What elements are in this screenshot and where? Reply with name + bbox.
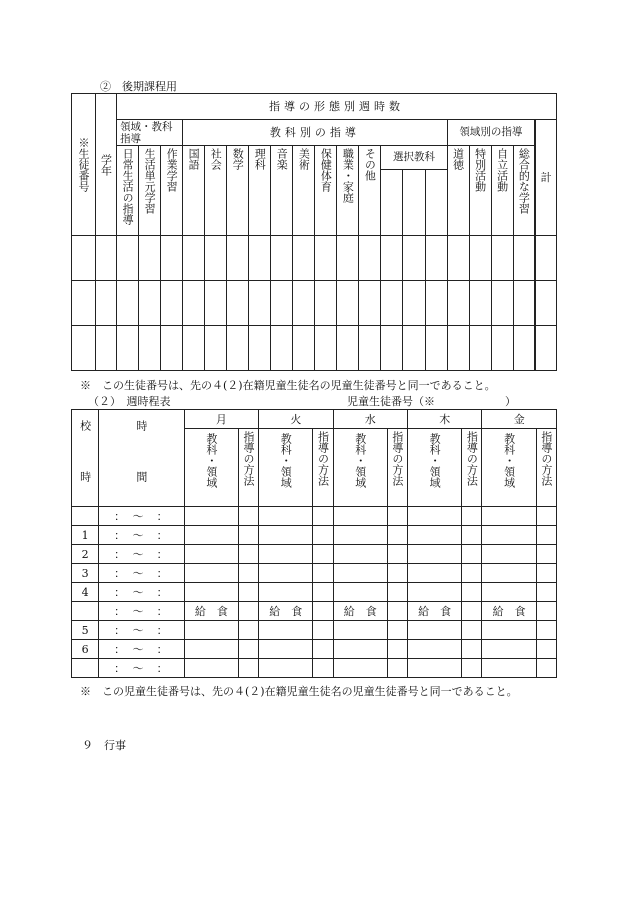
subject-cell [259,621,313,640]
col-integrated: 総合的な学習 [513,146,535,236]
day-mon: 月 [184,410,258,429]
period-row [72,621,557,640]
time-range: ： ～ ： [99,545,185,564]
method-cell [387,583,407,602]
method-cell [462,526,482,545]
method-cell [536,659,556,678]
method-cell [387,602,407,621]
period-row [72,564,557,583]
day-tue: 火 [259,410,333,429]
grade-header: 学年 [96,94,117,236]
school-hour-header: 校時 [72,410,99,507]
period-row [72,526,557,545]
method-cell [536,640,556,659]
period-row [72,545,557,564]
subject-cell [333,545,387,564]
elective-header: 選択教科 [381,146,447,170]
subject-cell [482,583,536,602]
section1-note: ※ この生徒番号は、先の４(２)在籍児童生徒名の児童生徒番号と同一であること。 [80,379,496,392]
subject-cell [259,545,313,564]
period-row [72,659,557,678]
period-number [72,659,99,678]
subject-cell [333,526,387,545]
sub-subject: 教科・領域 [482,429,536,507]
method-cell [536,507,556,526]
method-cell [462,507,482,526]
method-cell [387,659,407,678]
period-row [72,583,557,602]
subject-cell [259,507,313,526]
col-art: 美術 [293,146,315,236]
method-cell [536,602,556,621]
subject-cell [259,640,313,659]
method-cell [313,526,333,545]
subject-cell [184,526,238,545]
subject-cell: 給 食 [259,602,313,621]
col-music: 音楽 [271,146,293,236]
method-cell [239,659,259,678]
method-cell [313,545,333,564]
method-cell [239,545,259,564]
section2-heading: （２） 週時程表 [88,395,171,408]
col-math: 数学 [227,146,249,236]
lunch-row [72,602,557,621]
method-cell [387,507,407,526]
header-title: 指導の形態別週時数 [117,94,557,120]
subject-cell [407,621,461,640]
method-cell [462,602,482,621]
subject-cell [184,640,238,659]
method-cell [313,602,333,621]
col-daily-life: 日常生活の指導 [117,146,139,236]
time-range: ： ～ ： [99,564,185,583]
method-cell [313,507,333,526]
col-vocation: 職業・家庭 [337,146,359,236]
method-cell [239,564,259,583]
elective-3 [425,170,447,236]
day-wed: 水 [333,410,407,429]
subject-cell [482,621,536,640]
method-cell [536,545,556,564]
subject-cell [333,659,387,678]
subject-cell [333,640,387,659]
col-life-unit: 生活単元学習 [139,146,161,236]
subject-cell [184,564,238,583]
subject-cell [407,526,461,545]
sub-subject: 教科・領域 [333,429,387,507]
subject-cell [259,526,313,545]
subject-cell: 給 食 [333,602,387,621]
col-science: 理科 [249,146,271,236]
period-number: 4 [72,583,99,602]
method-cell [536,526,556,545]
period-number [72,602,99,621]
col-special: 特別活動 [469,146,491,236]
method-cell [387,621,407,640]
period-row [72,507,557,526]
section2-note: ※ この児童生徒番号は、先の４(２)在籍児童生徒名の児童生徒番号と同一であること。 [80,685,518,698]
period-number [72,507,99,526]
method-cell [313,564,333,583]
method-cell [313,621,333,640]
subject-cell [259,659,313,678]
period-number: 1 [72,526,99,545]
col-work: 作業学習 [161,146,183,236]
method-cell [387,545,407,564]
subject-cell [333,507,387,526]
time-header: 時間 [99,410,185,507]
day-fri: 金 [482,410,557,429]
data-row [72,281,557,326]
col-other: その他 [359,146,381,236]
method-cell [239,507,259,526]
time-range: ： ～ ： [99,583,185,602]
method-cell [462,621,482,640]
sub-subject: 教科・領域 [259,429,313,507]
method-cell [313,640,333,659]
subject-cell [333,621,387,640]
period-number: 3 [72,564,99,583]
sub-method: 指導の方法 [313,429,333,507]
sub-method: 指導の方法 [462,429,482,507]
method-cell [313,659,333,678]
subject-cell [407,583,461,602]
method-cell [462,545,482,564]
weekly-hours-table [71,93,557,371]
subject-cell [407,640,461,659]
method-cell [462,583,482,602]
section3-heading: ９ 行事 [82,739,126,752]
method-cell [239,602,259,621]
method-cell [536,564,556,583]
subject-cell [259,564,313,583]
elective-2 [403,170,425,236]
period-number: 5 [72,621,99,640]
subject-cell [184,583,238,602]
sub-subject: 教科・領域 [407,429,461,507]
method-cell [387,640,407,659]
subject-cell [184,545,238,564]
period-row [72,640,557,659]
weekly-schedule-table [71,409,557,678]
time-range: ： ～ ： [99,640,185,659]
method-cell [462,640,482,659]
method-cell [536,621,556,640]
subject-cell [407,564,461,583]
data-row [72,236,557,281]
sub-method: 指導の方法 [536,429,556,507]
subject-cell: 給 食 [407,602,461,621]
method-cell [239,526,259,545]
subject-cell [184,507,238,526]
subject-cell [184,621,238,640]
total-header: 計 [535,120,556,236]
col-japanese: 国語 [183,146,205,236]
subject-cell [259,583,313,602]
method-cell [462,659,482,678]
time-range: ： ～ ： [99,507,185,526]
period-number: 2 [72,545,99,564]
subject-cell [407,507,461,526]
time-range: ： ～ ： [99,621,185,640]
method-cell [536,583,556,602]
elective-1 [381,170,403,236]
subject-cell [333,564,387,583]
col-pe: 保健体育 [315,146,337,236]
time-range: ： ～ ： [99,602,185,621]
subject-cell [482,659,536,678]
method-cell [239,621,259,640]
subject-cell [482,564,536,583]
method-cell [239,583,259,602]
subject-cell [333,583,387,602]
group-by-subject: 教科別の指導 [183,120,447,146]
subject-cell [407,545,461,564]
subject-cell [482,526,536,545]
time-range: ： ～ ： [99,526,185,545]
method-cell [387,564,407,583]
section1-heading: ② 後期課程用 [100,80,177,93]
sub-method: 指導の方法 [239,429,259,507]
method-cell [462,564,482,583]
subject-cell [482,545,536,564]
time-range: ： ～ ： [99,659,185,678]
col-independence: 自立活動 [491,146,513,236]
col-moral: 道徳 [447,146,469,236]
subject-cell [407,659,461,678]
child-no-label: 児童生徒番号（※ ） [347,395,516,408]
subject-cell: 給 食 [184,602,238,621]
period-number: 6 [72,640,99,659]
day-thu: 木 [407,410,481,429]
group-domain-subject: 領域・教科指導 [117,120,183,146]
subject-cell: 給 食 [482,602,536,621]
student-no-header: ※生徒番号 [72,94,96,236]
subject-cell [482,507,536,526]
group-by-domain: 領域別の指導 [447,120,535,146]
method-cell [387,526,407,545]
sub-method: 指導の方法 [387,429,407,507]
method-cell [239,640,259,659]
subject-cell [184,659,238,678]
data-row [72,326,557,371]
subject-cell [482,640,536,659]
sub-subject: 教科・領域 [184,429,238,507]
col-social: 社会 [205,146,227,236]
method-cell [313,583,333,602]
